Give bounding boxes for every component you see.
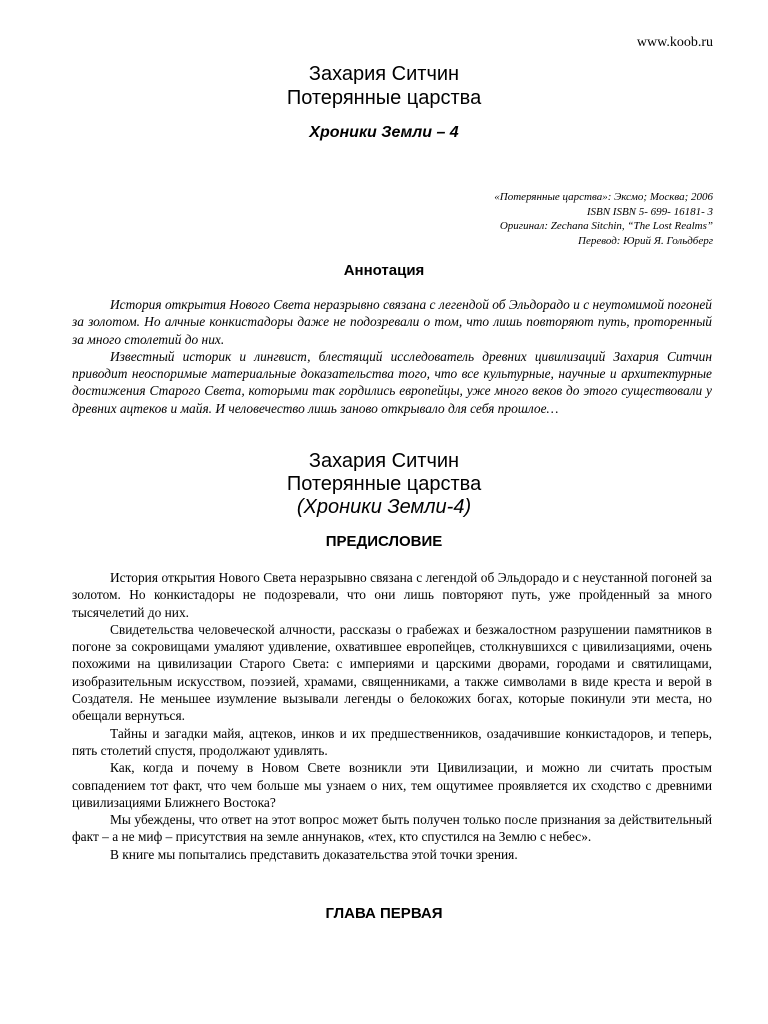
meta-translator: Перевод: Юрий Я. Гольдберг (578, 234, 713, 247)
publication-info (494, 190, 713, 248)
meta-publisher: «Потерянные царства»: Эксмо; Москва; 2006 (494, 191, 713, 203)
series-title: Хроники Земли – 4 (309, 124, 459, 141)
book-title: Потерянные царства (286, 87, 482, 109)
series-title-2: (Хроники Земли-4) (296, 496, 472, 518)
preface-text (72, 569, 712, 863)
preface-paragraph: Свидетельства человеческой алчности, рассказы о грабежах и безжалостном разрушении памятников в погоне за сокровищами умаляют удивление, охватившее европейцев, столкнувшихся с цивилизациями, очень похожими на цивилизации Старого Света: с империями и царскими дворами, городами и святилищами, изобразительным искусством, поэзией, храмами, священниками, а также символами в виде креста и верой в Создателя. Не меньшее изумление вызывали легенды о белокожих богах, которые покинули эти места, но обещали вернуться. (72, 621, 712, 724)
preface-paragraph: В книге мы попытались представить доказательства этой точки зрения. (110, 846, 518, 862)
preface-paragraph: История открытия Нового Света неразрывно связана с легендой об Эльдорадо и с неустанной погоней за золотом. Но конкистадоры не подозревали, что они лишь повторяют путь, уже пройденный за много тысячелетий до них. (72, 570, 712, 620)
meta-isbn: ISBN ISBN 5- 699- 16181- 3 (586, 205, 713, 218)
preface-paragraph: Как, когда и почему в Новом Свете возникли эти Цивилизации, и можно ли считать простым совпадением тот факт, что чем больше мы узнаем о них, тем ощутимее проявляется их сходство с древними цивилизациями Ближнего Востока? (72, 760, 712, 810)
meta-original: Оригинал: Zechana Sitchin, “The Lost Realms” (499, 220, 713, 232)
preface-paragraph: Тайны и загадки майя, ацтеков, инков и их предшественников, озадачившие конкистадоров, и теперь, пять столетий спустя, продолжают удивлять. (72, 725, 712, 758)
author-name: Захария Ситчин (308, 63, 460, 85)
annotation-text (72, 296, 712, 417)
annotation-heading: Аннотация (343, 262, 425, 279)
annotation-paragraph: Известный историк и лингвист, блестящий исследователь древних цивилизаций Захария Ситчин приводит неоспоримые материальные доказательства того, что все культурные, научные и архитектурные достижения Старого Света, которыми так гордились европейцы, уже много веков до этого существовали у древних ацтеков и майя. И человечество лишь заново открывало для себя прошлое… (72, 348, 712, 416)
book-title-2: Потерянные царства (286, 473, 482, 495)
title-block (0, 62, 768, 110)
author-name-2: Захария Ситчин (308, 450, 460, 472)
chapter-heading: ГЛАВА ПЕРВАЯ (325, 905, 443, 922)
preface-heading: ПРЕДИСЛОВИЕ (325, 533, 443, 550)
annotation-paragraph: История открытия Нового Света неразрывно связана с легендой об Эльдорадо и с неутомимой погоней за золотом. Но алчные конкистадоры даже не подозревали о том, что лишь повторяют путь, проторенный за много столетий до них. (72, 297, 712, 347)
preface-paragraph: Мы убеждены, что ответ на этот вопрос может быть получен только после признания за действительный факт – а не миф – присутствия на земле аннунаков, «тех, кто спустился на Землю с небес». (72, 812, 712, 845)
title-block-2 (0, 450, 768, 519)
site-url[interactable]: www.koob.ru (636, 35, 713, 50)
